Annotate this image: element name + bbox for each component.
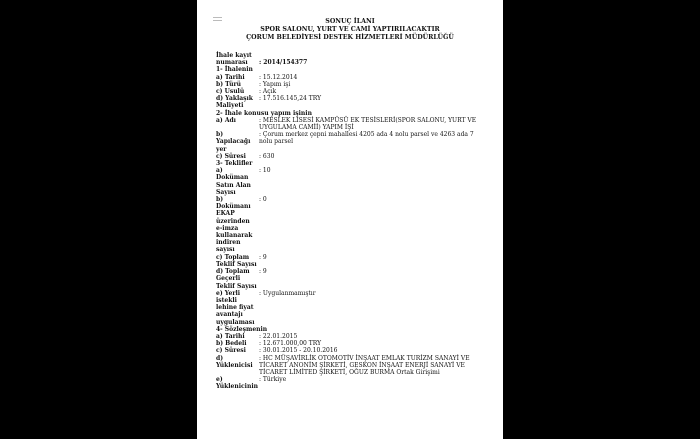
- field-row: [216, 74, 488, 81]
- field-label: c) Toplam Teklif Sayısı: [216, 253, 257, 268]
- field-value: : Yapım işi: [259, 80, 291, 88]
- field-row: [216, 117, 488, 131]
- field-value: : 10: [259, 167, 271, 175]
- kayit-label-line1: İhale kayıt: [216, 52, 252, 59]
- field-row: [216, 153, 488, 160]
- section-2-title: 2- İhale konusu yapım işinin: [216, 109, 312, 117]
- field-label: e) Yerli istekli lehine fiyat avantajı uygulaması: [216, 289, 255, 326]
- section-1-title: 1- İhalenin: [216, 66, 253, 74]
- field-value: : 9: [259, 268, 267, 276]
- field-row: [216, 376, 488, 390]
- field-label: b) Bedeli: [216, 340, 247, 348]
- field-value: : 0: [259, 196, 267, 204]
- field-value: : 12.671.000,00 TRY: [259, 340, 322, 348]
- document-issuer: ÇORUM BELEDİYESİ DESTEK HİZMETLERİ MÜDÜRLÜĞÜ: [246, 34, 454, 41]
- field-value: : 17.516.145,24 TRY: [259, 95, 322, 103]
- section-2: [216, 117, 488, 160]
- field-row: [216, 333, 488, 340]
- field-label: b) Türü: [216, 80, 242, 88]
- document-title: SONUÇ İLANI: [325, 18, 375, 25]
- field-value: : 22.01.2015: [259, 332, 298, 340]
- field-value: : 30.01.2015 - 20.10.2016: [259, 347, 338, 355]
- field-value: : Açık: [259, 88, 277, 96]
- field-label: a) Tarihi: [216, 73, 245, 81]
- field-value: : Türkiye: [259, 376, 287, 384]
- section-3-title: 3- Teklifler: [216, 160, 253, 168]
- section-3: [216, 167, 488, 325]
- field-row: [216, 167, 488, 196]
- field-row: [216, 254, 488, 268]
- field-value: : Uygulanmamıştır: [259, 289, 316, 297]
- field-value: : 9: [259, 253, 267, 261]
- field-row: [216, 290, 488, 326]
- section-4: [216, 333, 488, 391]
- field-row: [216, 81, 488, 88]
- field-row: [216, 95, 488, 109]
- field-label: c) Süresi: [216, 347, 246, 355]
- field-row: [216, 340, 488, 347]
- field-row: [216, 88, 488, 95]
- document-page: [197, 0, 503, 439]
- field-value: : 630: [259, 152, 275, 160]
- field-label: e) Yüklenicinin: [216, 376, 258, 391]
- field-label: c) Süresi: [216, 152, 246, 160]
- kayit-label: [216, 52, 257, 66]
- field-label: c) Usulü: [216, 88, 245, 96]
- field-row: [216, 268, 488, 290]
- kayit-label-line2: numarası: [216, 59, 248, 67]
- document-header: [197, 18, 503, 42]
- field-value: : HC MÜŞAVİRLİK OTOMOTİV İNŞAAT EMLAK TURİZM SANAYİ VE TİCARET ANONİM ŞİRKETİ, GESKON İNŞAAT ENERJİ SANAYİ VE TİCARET LİMİTED ŞİRKETİ, OĞUZ BURMA Ortak Girişimi: [259, 354, 470, 376]
- kayit-value: : 2014/154377: [259, 59, 308, 66]
- field-label: b) Yapılacağı yer: [216, 131, 251, 153]
- field-row: [216, 355, 488, 377]
- field-label: d) Toplam Geçerli Teklif Sayısı: [216, 268, 257, 290]
- field-row: [216, 196, 488, 254]
- field-value: : 15.12.2014: [259, 73, 298, 81]
- document-body: [216, 52, 488, 391]
- kayit-row: [216, 52, 488, 66]
- field-label: d) Yüklenicisi: [216, 354, 253, 369]
- field-row: [216, 131, 488, 153]
- field-value: : MESLEK LİSESİ KAMPÜSÜ EK TESİSLERİ(SPOR SALONU, YURT VE UYGULAMA CAMİİ) YAPIM İŞİ: [259, 116, 477, 132]
- field-value: : Çorum merkez çepni mahallesi 4205 ada 4 nolu parsel ve 4263 ada 7 nolu parsel: [259, 131, 474, 146]
- field-label: a) Adı: [216, 116, 236, 124]
- field-label: b) Dokümanı EKAP üzerinden e-imza kullanarak indiren sayısı: [216, 196, 253, 254]
- field-label: a) Doküman Satın Alan Sayısı: [216, 167, 251, 196]
- document-subtitle: SPOR SALONU, YURT VE CAMİ YAPTIRILACAKTIR: [260, 26, 440, 33]
- field-label: a) Tarihi: [216, 332, 245, 340]
- field-row: [216, 347, 488, 354]
- section-4-title: 4- Sözleşmenin: [216, 325, 268, 333]
- section-1: [216, 74, 488, 110]
- field-label: d) Yaklaşık Maliyeti: [216, 95, 253, 110]
